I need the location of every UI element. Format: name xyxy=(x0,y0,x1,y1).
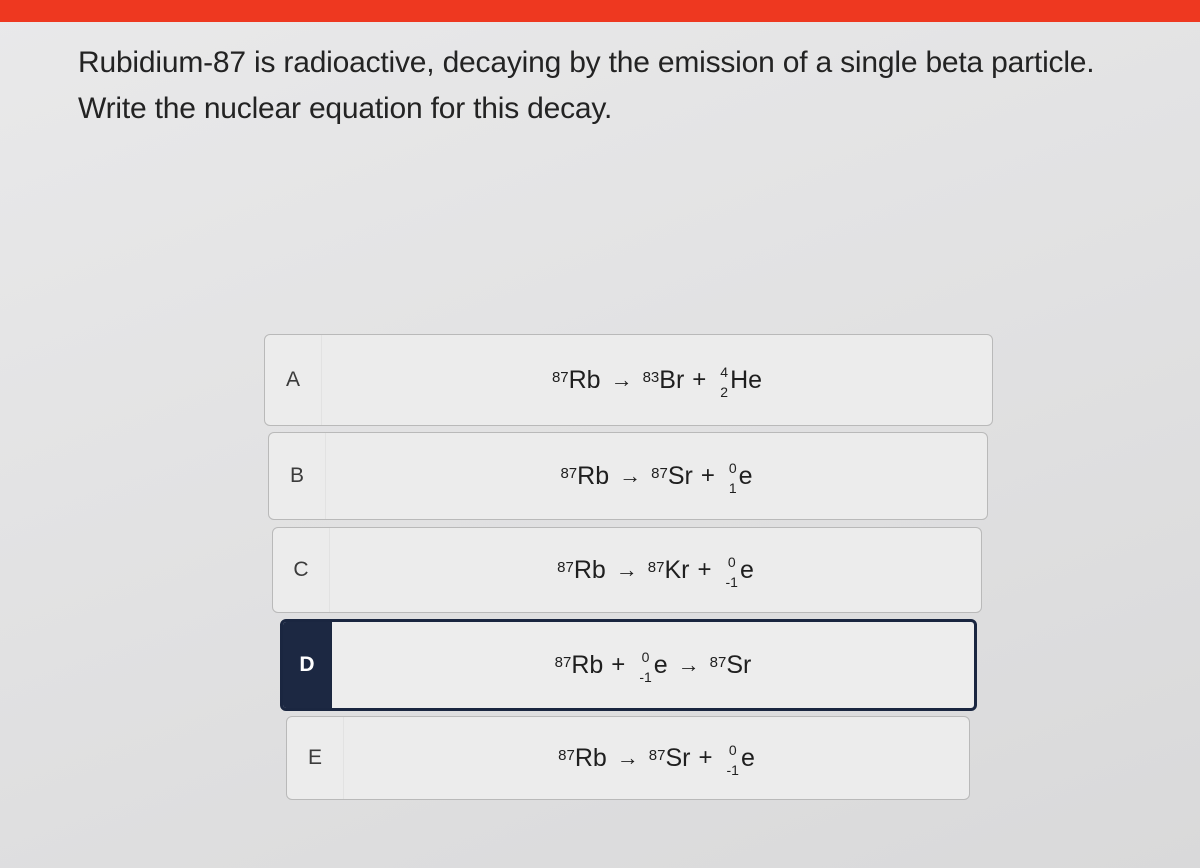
option-e-equation xyxy=(344,741,969,778)
emitted-particle: 0 1 e xyxy=(728,460,753,496)
option-e[interactable] xyxy=(286,716,970,800)
absorbed-particle: 0 -1 e xyxy=(639,649,668,685)
plus-sign: + xyxy=(697,556,712,583)
question-line-1: Rubidium-87 is radioactive, decaying by the emission of a single beta particle. xyxy=(78,46,1095,79)
product: 87 Kr xyxy=(647,555,690,584)
option-a[interactable] xyxy=(264,334,993,426)
emitted-particle: 0 -1 e xyxy=(726,742,755,778)
reactant: 87 Rb xyxy=(554,650,604,679)
product: 87 Sr xyxy=(648,743,691,772)
product: 87 Sr xyxy=(709,650,752,679)
reaction-arrow: → xyxy=(619,463,642,488)
option-b-equation xyxy=(326,459,987,496)
plus-sign: + xyxy=(611,651,626,678)
plus-sign: + xyxy=(692,366,707,393)
option-c-equation xyxy=(330,553,981,590)
option-d-letter: D xyxy=(283,622,332,708)
question-text xyxy=(78,40,1158,132)
emitted-particle: 0 -1 e xyxy=(725,554,754,590)
option-d[interactable] xyxy=(280,619,977,711)
option-a-letter: A xyxy=(265,335,322,425)
plus-sign: + xyxy=(698,744,713,771)
plus-sign: + xyxy=(700,462,715,489)
reaction-arrow: → xyxy=(677,652,700,677)
reaction-arrow: → xyxy=(610,367,633,392)
reactant: 87 Rb xyxy=(560,461,610,490)
option-e-letter: E xyxy=(287,717,344,799)
top-accent-bar xyxy=(0,0,1200,22)
product: 83 Br xyxy=(642,365,685,394)
emitted-particle: 4 2 He xyxy=(720,364,763,400)
option-c[interactable] xyxy=(272,527,982,613)
reactant: 87 Rb xyxy=(558,743,607,772)
question-line-2: Write the nuclear equation for this decay. xyxy=(78,92,613,125)
option-a-equation xyxy=(322,363,992,400)
option-b-letter: B xyxy=(269,433,326,519)
reactant: 87 Rb xyxy=(557,555,606,584)
option-d-equation xyxy=(332,648,974,685)
reactant: 87 Rb xyxy=(551,365,601,394)
option-c-letter: C xyxy=(273,528,330,612)
product: 87 Sr xyxy=(651,461,693,490)
reaction-arrow: → xyxy=(615,557,638,582)
reaction-arrow: → xyxy=(616,745,639,770)
option-b[interactable] xyxy=(268,432,988,520)
